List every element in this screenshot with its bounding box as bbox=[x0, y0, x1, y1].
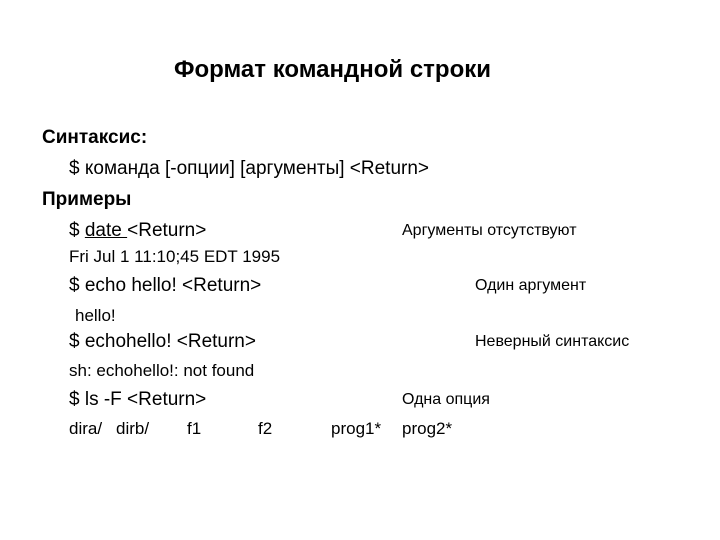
date-prompt: $ bbox=[69, 220, 85, 241]
ls-output-item: prog1* bbox=[331, 419, 382, 438]
date-return: <Return> bbox=[127, 220, 207, 241]
echo-command: $ echo hello! <Return> bbox=[69, 275, 262, 296]
ls-output-item: dirb/ bbox=[116, 419, 150, 438]
ls-note: Одна опция bbox=[402, 391, 490, 408]
examples-heading: Примеры bbox=[42, 189, 132, 210]
echohello-note: Неверный синтаксис bbox=[475, 333, 630, 350]
ls-output-item: f1 bbox=[187, 419, 202, 438]
echohello-output: sh: echohello!: not found bbox=[69, 361, 255, 380]
echo-note: Один аргумент bbox=[475, 277, 587, 294]
syntax-line: $ команда [-опции] [аргументы] <Return> bbox=[69, 158, 430, 179]
date-output: Fri Jul 1 11:10;45 EDT 1995 bbox=[69, 247, 281, 266]
ls-output-item: f2 bbox=[258, 419, 273, 438]
syntax-heading: Синтаксис: bbox=[42, 127, 148, 148]
date-command bbox=[69, 221, 206, 240]
ls-command: $ ls -F <Return> bbox=[69, 389, 207, 410]
ls-output-item: prog2* bbox=[402, 419, 453, 438]
date-note: Аргументы отсутствуют bbox=[402, 222, 577, 239]
ls-output-item: dira/ bbox=[69, 419, 103, 438]
echohello-command: $ echohello! <Return> bbox=[69, 331, 256, 352]
date-keyword: date bbox=[84, 220, 128, 241]
slide-title: Формат командной строки bbox=[174, 56, 492, 83]
echo-output: hello! bbox=[75, 306, 116, 325]
